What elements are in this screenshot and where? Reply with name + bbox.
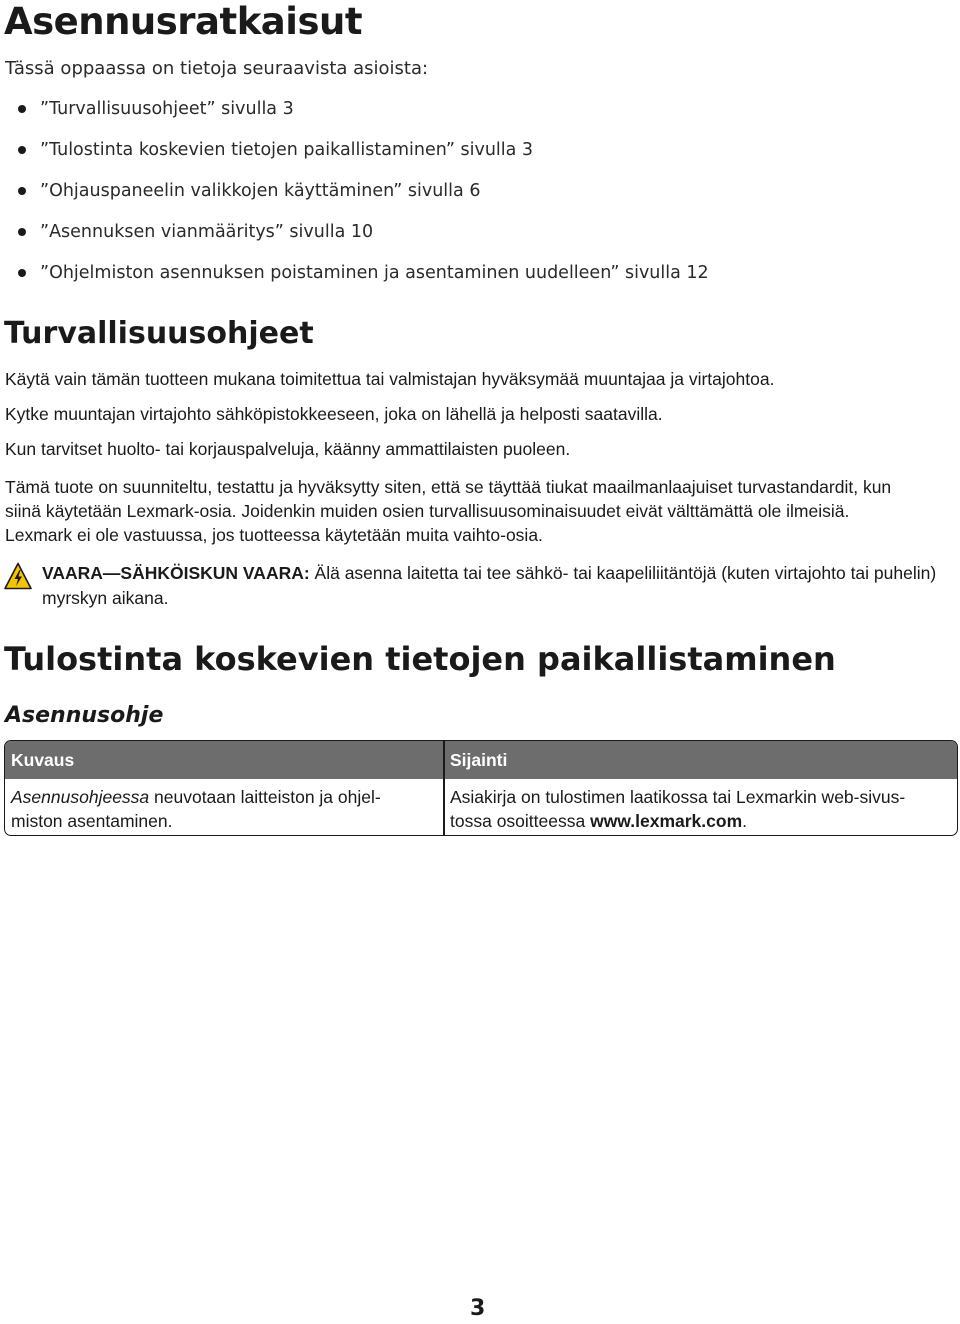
table-column-divider xyxy=(443,741,445,835)
toc-item-label: ”Asennuksen vianmääritys” sivulla 10 xyxy=(40,222,374,242)
table-header-description: Kuvaus xyxy=(11,750,75,770)
toc-item-label: ”Tulostinta koskevien tietojen paikallistaminen” sivulla 3 xyxy=(40,140,534,160)
page-title: Asennusratkaisut xyxy=(4,0,363,43)
safety-paragraph-4-line-2: siinä käytetään Lexmark-osia. Joidenkin muiden osien turvallisuusominaisuudet eivät välttämättä ole ilmeisiä. xyxy=(5,501,850,521)
warning-shock-icon xyxy=(4,562,32,590)
bullet-icon xyxy=(18,269,26,277)
intro-text: Tässä oppaassa on tietoja seuraavista asioista: xyxy=(5,58,429,79)
safety-paragraph-4-line-1: Tämä tuote on suunniteltu, testattu ja hyväksytty siten, että se täyttää tiukat maailmanlaajuiset turvastandardit, kun xyxy=(5,477,892,497)
toc-item[interactable] xyxy=(0,260,709,301)
toc-item[interactable] xyxy=(0,96,709,137)
bullet-icon xyxy=(18,105,26,113)
safety-paragraph-3: Kun tarvitset huolto- tai korjauspalveluja, käänny ammattilaisten puoleen. xyxy=(5,439,571,459)
table-row xyxy=(11,785,381,833)
safety-paragraph-1: Käytä vain tämän tuotteen mukana toimitettua tai valmistajan hyväksymää muuntajaa ja virtajohtoa. xyxy=(5,369,775,389)
toc-item[interactable] xyxy=(0,219,709,260)
safety-heading: Turvallisuusohjeet xyxy=(4,316,314,351)
page-number: 3 xyxy=(470,1296,486,1321)
lexmark-website-link[interactable]: www.lexmark.com xyxy=(590,811,743,831)
warning-text: Älä asenna laitetta tai tee sähkö- tai kaapeliliitäntöjä (kuten virtajohto tai puhelin) myrskyn aikana. xyxy=(42,563,937,608)
bullet-icon xyxy=(18,187,26,195)
setup-guide-subheading: Asennusohje xyxy=(5,703,164,728)
description-text-line-2: miston asentaminen. xyxy=(11,811,173,831)
table-header-location: Sijainti xyxy=(450,750,508,770)
info-table xyxy=(4,740,958,836)
warning-note xyxy=(42,561,947,611)
toc-list xyxy=(0,96,709,301)
locate-heading: Tulostinta koskevien tietojen paikallistaminen xyxy=(4,640,836,678)
location-text-end: . xyxy=(742,811,748,831)
setup-guide-term: Asennusohjeessa xyxy=(11,787,150,807)
bullet-icon xyxy=(18,146,26,154)
toc-item[interactable] xyxy=(0,178,709,219)
warning-label: VAARA—SÄHKÖISKUN VAARA: xyxy=(42,563,310,583)
toc-item-label: ”Ohjauspaneelin valikkojen käyttäminen” sivulla 6 xyxy=(40,181,481,201)
toc-item-label: ”Turvallisuusohjeet” sivulla 3 xyxy=(40,99,294,119)
toc-item-label: ”Ohjelmiston asennuksen poistaminen ja asentaminen uudelleen” sivulla 12 xyxy=(40,263,709,283)
safety-paragraph-2: Kytke muuntajan virtajohto sähköpistokkeeseen, joka on lähellä ja helposti saatavilla. xyxy=(5,404,663,424)
description-text: neuvotaan laitteiston ja ohjel- xyxy=(149,787,381,807)
table-row-location xyxy=(450,785,905,833)
bullet-icon xyxy=(18,228,26,236)
location-text: Asiakirja on tulostimen laatikossa tai Lexmarkin web-sivus- xyxy=(450,787,906,807)
safety-paragraph-4-line-3: Lexmark ei ole vastuussa, jos tuotteessa käytetään muita vaihto-osia. xyxy=(5,525,543,545)
toc-item[interactable] xyxy=(0,137,709,178)
location-text-line-2: tossa osoitteessa xyxy=(450,811,591,831)
